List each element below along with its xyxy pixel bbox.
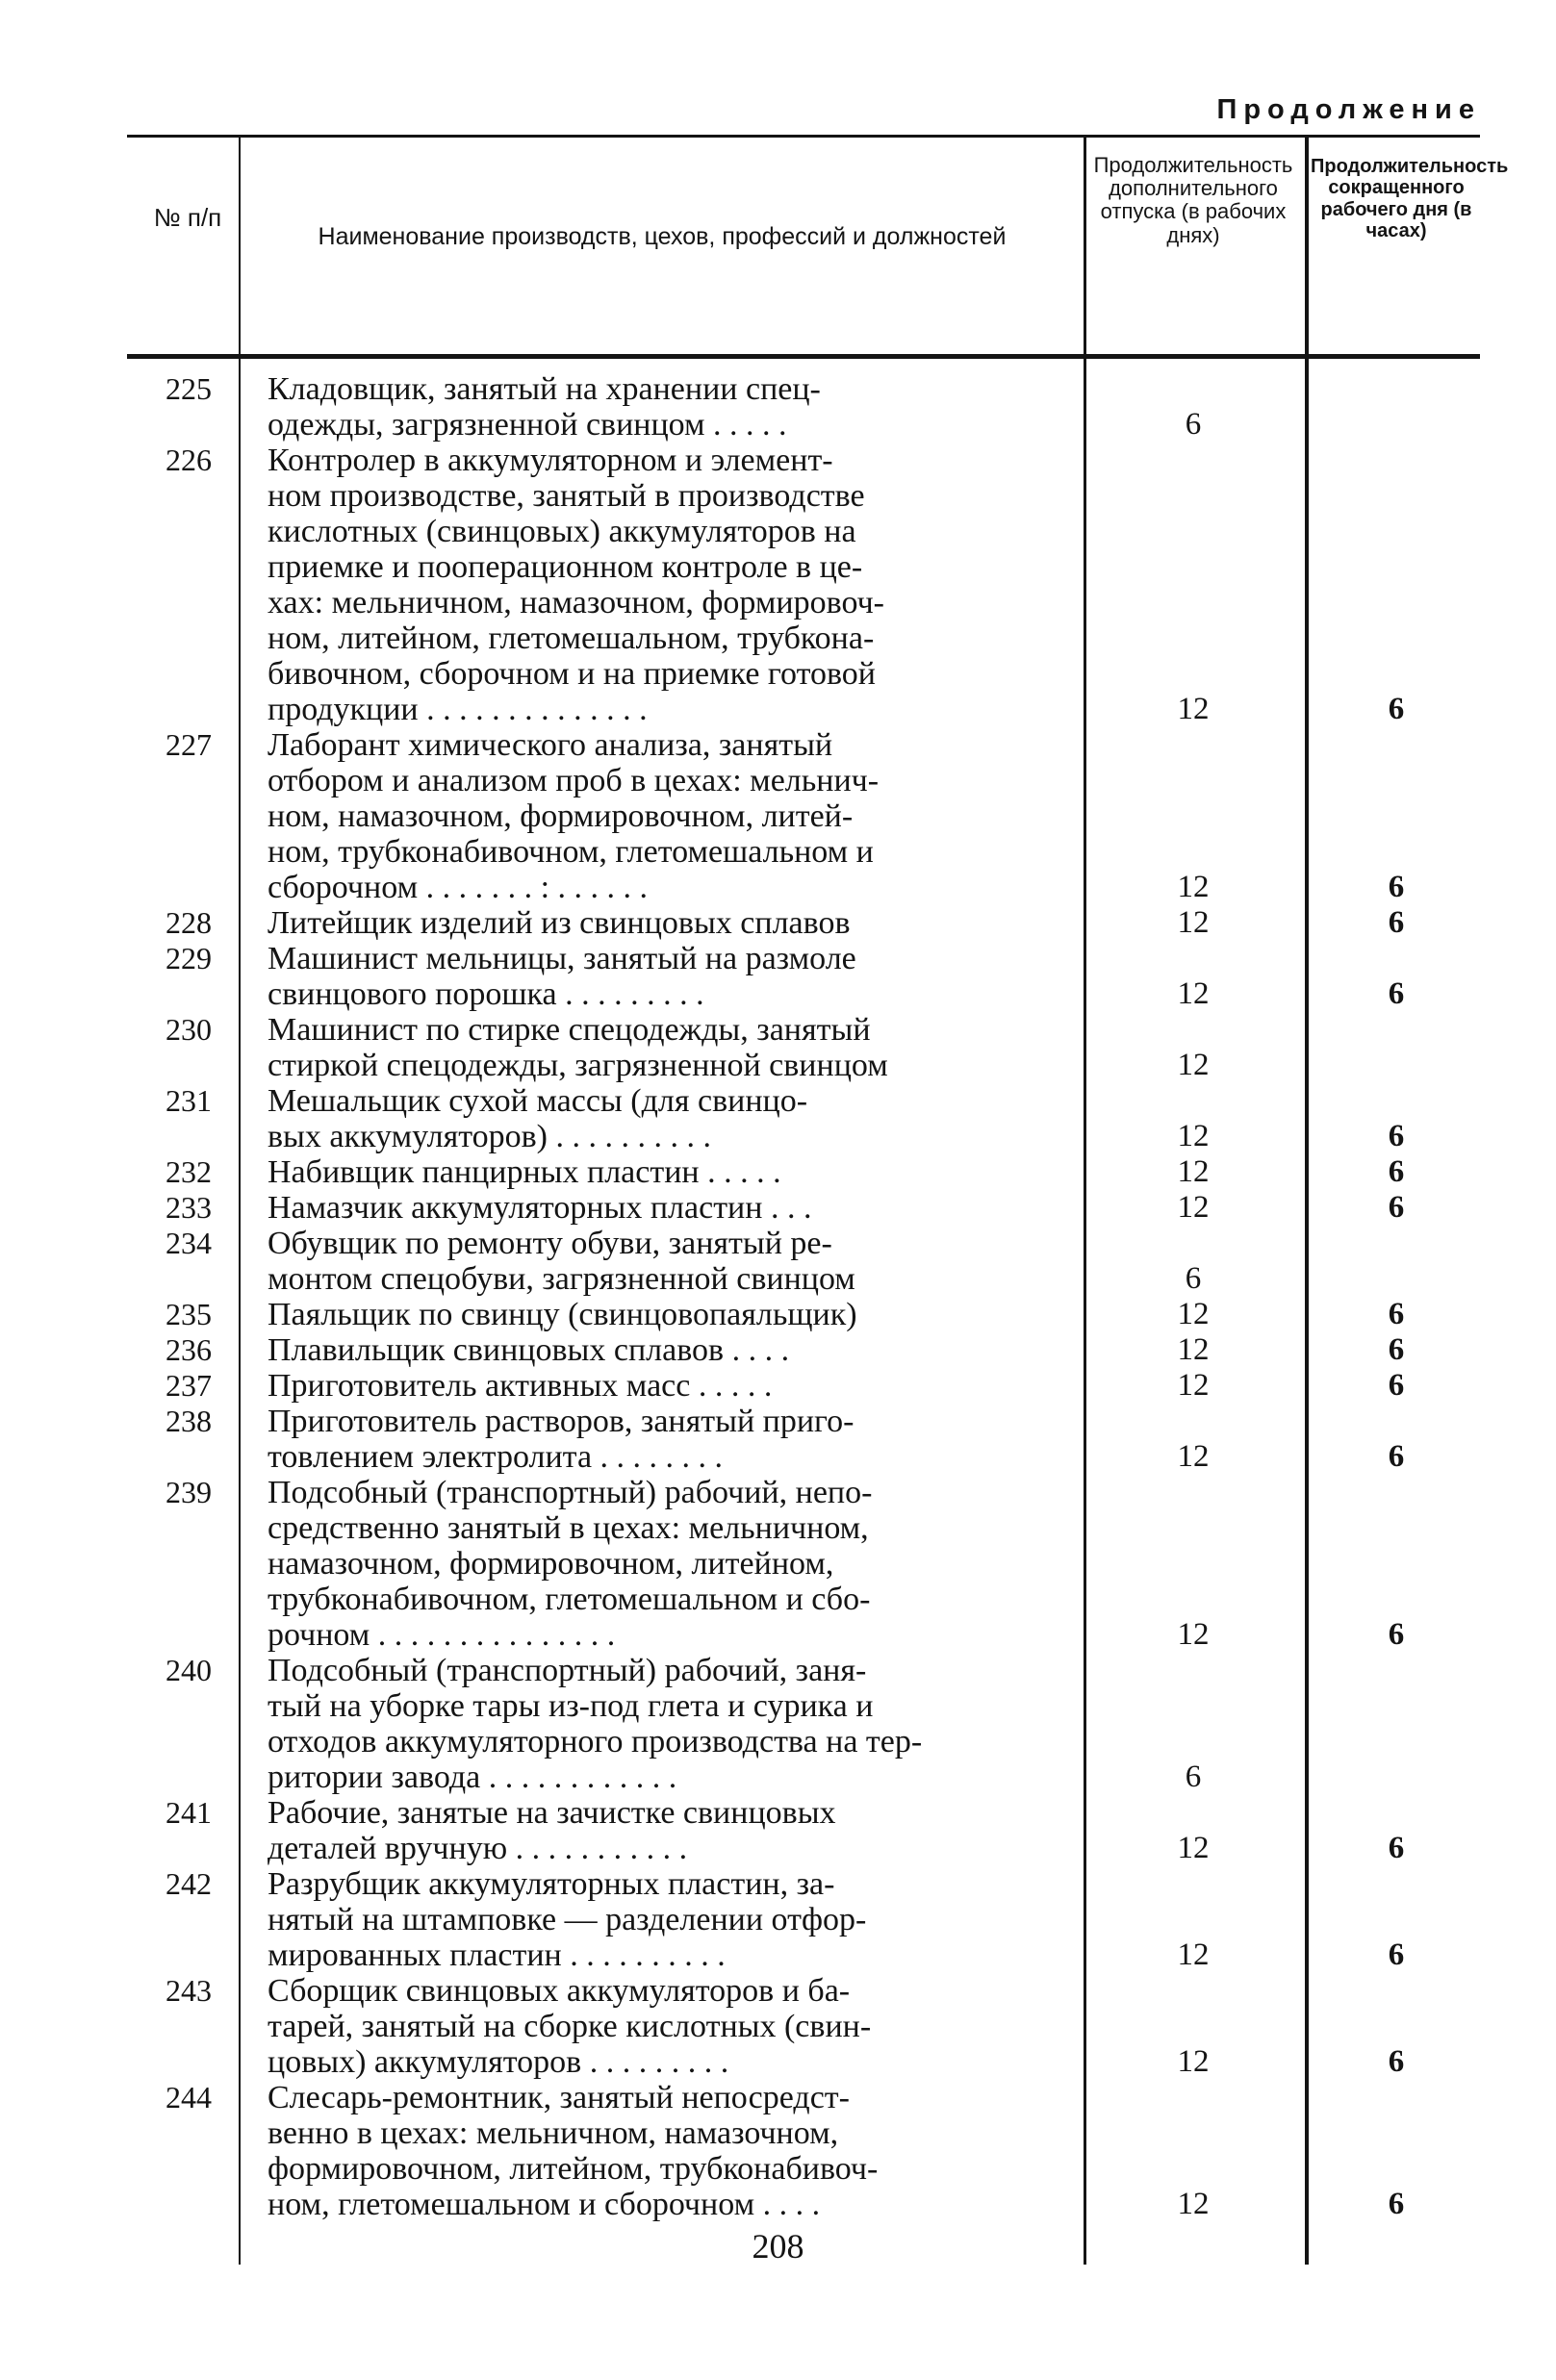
- row-description: [268, 1083, 1076, 1154]
- row-number: 235: [166, 1297, 212, 1331]
- shortened-day-hours: 6: [1388, 2044, 1405, 2079]
- description-line: одежды, загрязненной свинцом . . . . .: [268, 407, 787, 443]
- row-description: [268, 1368, 1076, 1404]
- extra-leave-days: 12: [1177, 1154, 1210, 1189]
- shortened-day-hours: 6: [1388, 976, 1405, 1011]
- description-line: рочном . . . . . . . . . . . . . . .: [268, 1617, 616, 1653]
- description-line: венно в цехах: мельничном, намазочном,: [268, 2115, 839, 2151]
- row-number: 229: [166, 941, 212, 975]
- row-description: [268, 1475, 1076, 1653]
- description-line: Контролер в аккумуляторном и элемент-: [268, 443, 833, 478]
- row-number: 243: [166, 1973, 212, 2008]
- shortened-day-hours: 6: [1388, 1617, 1405, 1652]
- row-description: [268, 1973, 1076, 2080]
- row-number: 231: [166, 1083, 212, 1118]
- row-description: [268, 727, 1076, 905]
- row-description: [268, 1866, 1076, 1973]
- shortened-day-hours: 6: [1388, 692, 1405, 726]
- description-line: ном, литейном, глетомешальном, трубкона-: [268, 620, 875, 656]
- description-line: Рабочие, занятые на зачистке свинцовых: [268, 1795, 836, 1831]
- row-number: 239: [166, 1475, 212, 1509]
- row-number: 230: [166, 1012, 212, 1047]
- extra-leave-days: 12: [1177, 1937, 1210, 1972]
- shortened-day-hours: 6: [1388, 1831, 1405, 1865]
- extra-leave-days: 12: [1177, 1368, 1210, 1403]
- description-line: формировочном, литейном, трубконабивоч-: [268, 2151, 879, 2187]
- extra-leave-days: 12: [1177, 1617, 1210, 1652]
- extra-leave-days: 12: [1177, 1332, 1210, 1367]
- description-line: вых аккумуляторов) . . . . . . . . . .: [268, 1119, 712, 1154]
- description-line: Литейщик изделий из свинцовых сплавов: [268, 905, 851, 941]
- description-line: товлением электролита . . . . . . . .: [268, 1439, 724, 1475]
- description-line: ритории завода . . . . . . . . . . . .: [268, 1760, 677, 1795]
- description-line: Подсобный (транспортный) рабочий, непо-: [268, 1475, 873, 1510]
- description-line: Плавильщик свинцовых сплавов . . . .: [268, 1332, 790, 1368]
- row-number: 237: [166, 1368, 212, 1403]
- description-line: Намазчик аккумуляторных пластин . . .: [268, 1190, 812, 1226]
- description-line: отходов аккумуляторного производства на тер-: [268, 1724, 923, 1760]
- description-line: деталей вручную . . . . . . . . . . .: [268, 1831, 688, 1866]
- row-number: 234: [166, 1226, 212, 1260]
- extra-leave-days: 12: [1177, 692, 1210, 726]
- description-line: Подсобный (транспортный) рабочий, заня-: [268, 1653, 867, 1688]
- row-description: [268, 1404, 1076, 1475]
- row-number: 240: [166, 1653, 212, 1687]
- description-line: сборочном . . . . . . . : . . . . . .: [268, 870, 649, 905]
- description-line: Приготовитель активных масс . . . . .: [268, 1368, 773, 1404]
- header-col-name: Наименование производств, цехов, профессий и должностей: [318, 223, 1007, 250]
- extra-leave-days: 12: [1177, 905, 1210, 940]
- description-line: кислотных (свинцовых) аккумуляторов на: [268, 514, 856, 549]
- description-line: Обувщик по ремонту обуви, занятый ре-: [268, 1226, 832, 1261]
- shortened-day-hours: 6: [1388, 1297, 1405, 1331]
- description-line: ном, трубконабивочном, глетомешальном и: [268, 834, 874, 870]
- description-line: Сборщик свинцовых аккумуляторов и ба-: [268, 1973, 851, 2009]
- description-line: Разрубщик аккумуляторных пластин, за-: [268, 1866, 835, 1902]
- description-line: нятый на штамповке — разделении отфор-: [268, 1902, 867, 1937]
- extra-leave-days: 12: [1177, 870, 1210, 904]
- row-number: 236: [166, 1332, 212, 1367]
- row-number: 244: [166, 2080, 212, 2114]
- row-description: [268, 1012, 1076, 1083]
- shortened-day-hours: 6: [1388, 905, 1405, 940]
- header-col-number: № п/п: [153, 203, 222, 232]
- shortened-day-hours: 6: [1388, 1119, 1405, 1153]
- row-number: 227: [166, 727, 212, 762]
- description-line: стиркой спецодежды, загрязненной свинцом: [268, 1048, 888, 1083]
- description-line: хах: мельничном, намазочном, формировоч-: [268, 585, 884, 620]
- description-line: трубконабивочном, глетомешальном и сбо-: [268, 1582, 871, 1617]
- description-line: приемке и пооперационном контроле в це-: [268, 549, 863, 585]
- description-line: Паяльщик по свинцу (свинцовопаяльщик): [268, 1297, 857, 1332]
- shortened-day-hours: 6: [1388, 870, 1405, 904]
- description-line: Приготовитель растворов, занятый приго-: [268, 1404, 855, 1439]
- description-line: Машинист по стирке спецодежды, занятый: [268, 1012, 871, 1048]
- description-line: монтом спецобуви, загрязненной свинцом: [268, 1261, 855, 1297]
- description-line: тый на уборке тары из-под глета и сурика и: [268, 1688, 874, 1724]
- row-description: [268, 905, 1076, 941]
- description-line: тарей, занятый на сборке кислотных (свин-: [268, 2009, 872, 2044]
- shortened-day-hours: 6: [1388, 1368, 1405, 1403]
- description-line: Машинист мельницы, занятый на размоле: [268, 941, 856, 976]
- description-line: Кладовщик, занятый на хранении спец-: [268, 371, 821, 407]
- row-description: [268, 941, 1076, 1012]
- row-number: 238: [166, 1404, 212, 1438]
- row-number: 225: [166, 371, 212, 406]
- extra-leave-days: 6: [1185, 407, 1202, 442]
- description-line: Мешальщик сухой массы (для свинцо-: [268, 1083, 808, 1119]
- row-description: [268, 1332, 1076, 1368]
- extra-leave-days: 6: [1185, 1760, 1202, 1794]
- extra-leave-days: 12: [1177, 2187, 1210, 2221]
- extra-leave-days: 12: [1177, 1831, 1210, 1865]
- description-line: средственно занятый в цехах: мельничном,: [268, 1510, 869, 1546]
- description-line: ном, намазочном, формировочном, литей-: [268, 798, 854, 834]
- row-description: [268, 1297, 1076, 1332]
- description-line: продукции . . . . . . . . . . . . . .: [268, 692, 648, 727]
- extra-leave-days: 12: [1177, 1439, 1210, 1474]
- row-description: [268, 443, 1076, 727]
- row-description: [268, 1226, 1076, 1297]
- header-col-leave: Продолжительность дополнительного отпуска (в рабочих днях): [1093, 153, 1293, 247]
- header-col-short: Продолжительность сокращенного рабочего дня (в часах): [1311, 156, 1509, 242]
- extra-leave-days: 12: [1177, 1119, 1210, 1153]
- description-line: отбором и анализом проб в цехах: мельнич-: [268, 763, 880, 798]
- row-description: [268, 371, 1076, 443]
- row-number: 232: [166, 1154, 212, 1189]
- description-line: ном, глетомешальном и сборочном . . . .: [268, 2187, 821, 2222]
- shortened-day-hours: 6: [1388, 1937, 1405, 1972]
- description-line: цовых) аккумуляторов . . . . . . . . .: [268, 2044, 729, 2080]
- row-number: 228: [166, 905, 212, 940]
- extra-leave-days: 12: [1177, 1048, 1210, 1082]
- shortened-day-hours: 6: [1388, 1154, 1405, 1189]
- description-line: намазочном, формировочном, литейном,: [268, 1546, 834, 1582]
- description-line: Слесарь-ремонтник, занятый непосредст-: [268, 2080, 850, 2115]
- row-description: [268, 2080, 1076, 2222]
- description-line: ном производстве, занятый в производстве: [268, 478, 865, 514]
- description-line: Лаборант химического анализа, занятый: [268, 727, 833, 763]
- extra-leave-days: 12: [1177, 1297, 1210, 1331]
- description-line: бивочном, сборочном и на приемке готовой: [268, 656, 877, 692]
- shortened-day-hours: 6: [1388, 1190, 1405, 1225]
- extra-leave-days: 12: [1177, 976, 1210, 1011]
- row-description: [268, 1154, 1076, 1190]
- extra-leave-days: 6: [1185, 1261, 1202, 1296]
- description-line: свинцового порошка . . . . . . . . .: [268, 976, 704, 1012]
- shortened-day-hours: 6: [1388, 1332, 1405, 1367]
- row-number: 226: [166, 443, 212, 477]
- shortened-day-hours: 6: [1388, 2187, 1405, 2221]
- extra-leave-days: 12: [1177, 1190, 1210, 1225]
- row-description: [268, 1190, 1076, 1226]
- row-description: [268, 1795, 1076, 1866]
- row-number: 241: [166, 1795, 212, 1830]
- row-description: [268, 1653, 1076, 1795]
- page-number: 208: [752, 2227, 804, 2266]
- row-number: 242: [166, 1866, 212, 1901]
- shortened-day-hours: 6: [1388, 1439, 1405, 1474]
- extra-leave-days: 12: [1177, 2044, 1210, 2079]
- description-line: мированных пластин . . . . . . . . . .: [268, 1937, 726, 1973]
- description-line: Набивщик панцирных пластин . . . . .: [268, 1154, 781, 1190]
- row-number: 233: [166, 1190, 212, 1225]
- continuation-label: Продолжение: [1216, 94, 1481, 125]
